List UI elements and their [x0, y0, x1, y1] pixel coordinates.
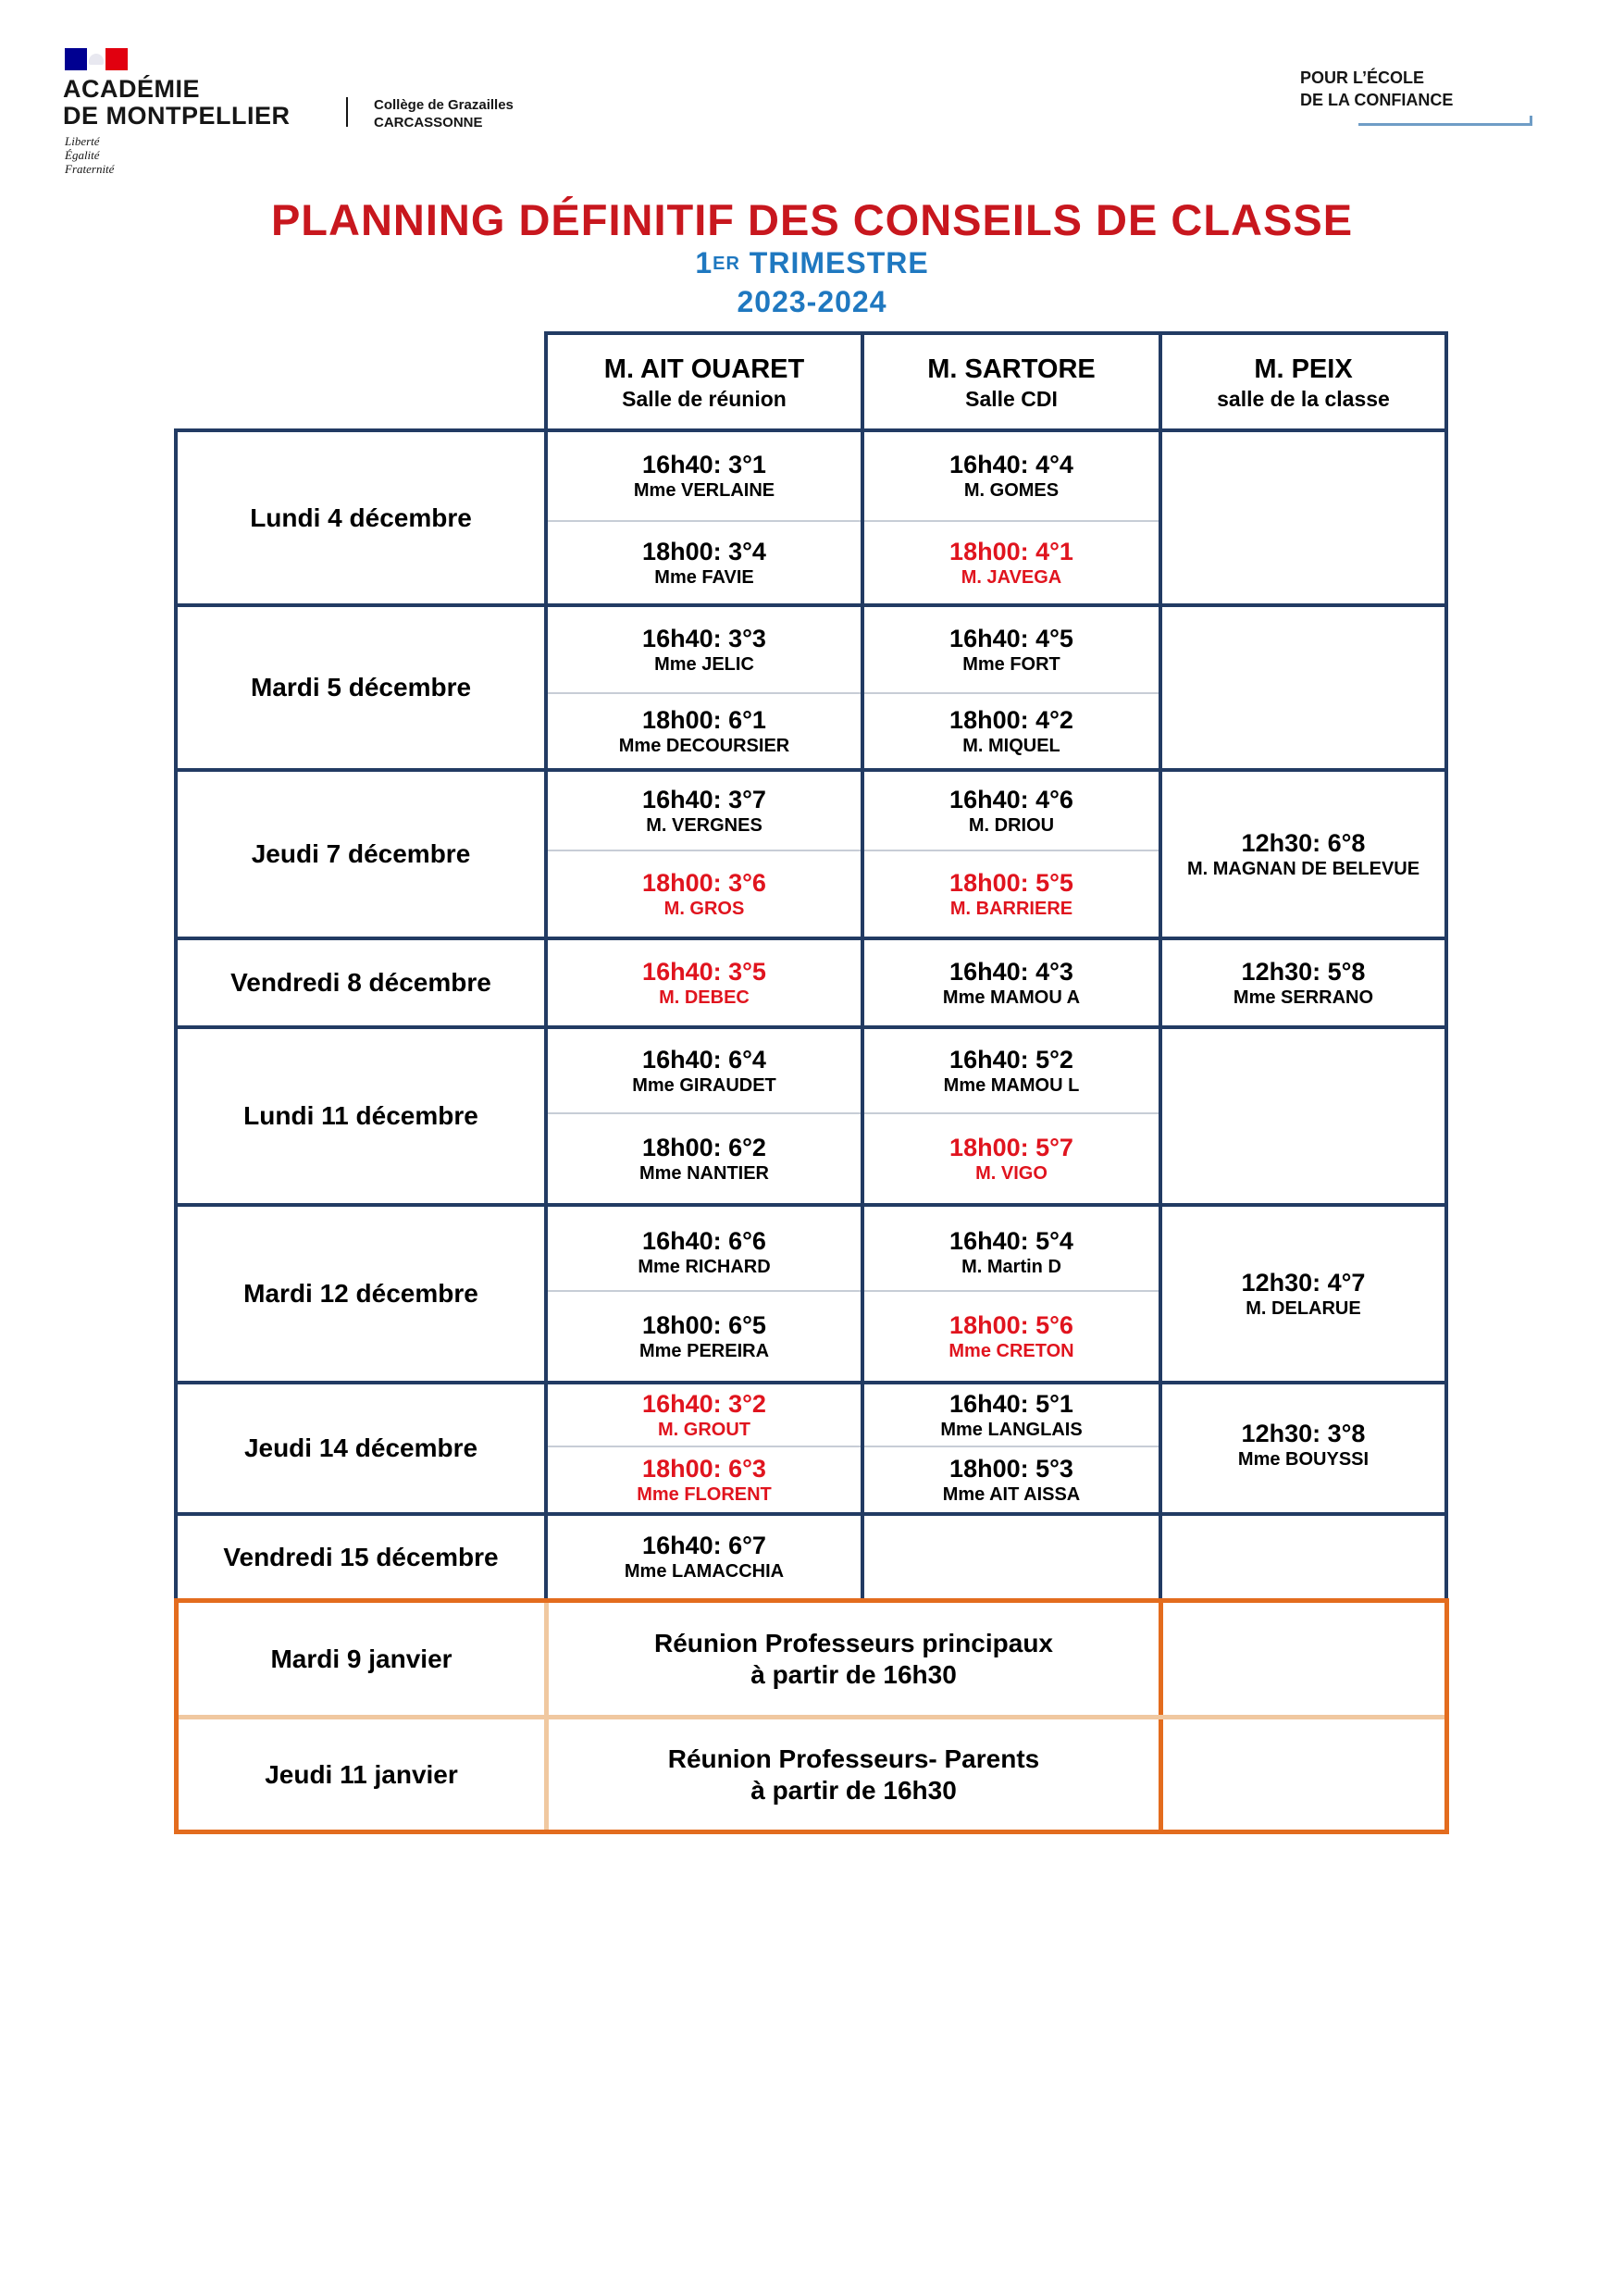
- meeting-day-mardi-9-janvier: Mardi 9 janvier: [270, 1644, 452, 1673]
- slot-time: 16h40: 4°5: [949, 624, 1073, 652]
- slot-sartore: [864, 940, 1159, 1025]
- slot-ait-ouaret: [548, 522, 861, 603]
- slot-person: M. DRIOU: [968, 814, 1055, 836]
- slot-person: Mme LANGLAIS: [940, 1419, 1083, 1440]
- slot-person: M. BARRIERE: [949, 898, 1073, 919]
- slot-person: M. GROS: [663, 898, 745, 919]
- slot-time: 16h40: 3°7: [642, 785, 766, 813]
- slot-time: 16h40: 6°4: [642, 1045, 766, 1074]
- slot-time: 12h30: 3°8: [1241, 1419, 1366, 1447]
- slot-person: Mme JELIC: [654, 653, 754, 675]
- slot-sartore: [864, 1029, 1159, 1112]
- slot-time: 12h30: 6°8: [1241, 828, 1366, 857]
- slot-sartore: [864, 772, 1159, 850]
- slot-peix: [1162, 1207, 1444, 1381]
- slot-person: Mme NANTIER: [638, 1162, 769, 1184]
- day-label-mardi-5: Mardi 5 décembre: [250, 673, 472, 701]
- header-divider: [346, 97, 348, 127]
- trimestre-superscript: ER: [713, 254, 740, 274]
- slot-ait-ouaret: [548, 1207, 861, 1297]
- table-border: [1444, 331, 1448, 1602]
- slot-person: Mme LAMACCHIA: [624, 1561, 785, 1582]
- slot-time: 16h40: 4°6: [949, 785, 1073, 813]
- slot-time: 16h40: 4°4: [949, 451, 1073, 478]
- slot-time: 16h40: 4°3: [949, 957, 1073, 986]
- slot-ait-ouaret: [548, 772, 861, 850]
- slot-time: 16h40: 6°6: [642, 1226, 766, 1255]
- slot-ait-ouaret: [548, 694, 861, 768]
- slot-time: 16h40: 3°5: [642, 957, 766, 986]
- slot-sartore-highlighted: [864, 522, 1159, 603]
- meeting-description: [549, 1603, 1159, 1715]
- slot-person: Mme AIT AISSA: [942, 1483, 1081, 1505]
- ecole-line-2: DE LA CONFIANCE: [1300, 91, 1454, 109]
- college-city: CARCASSONNE: [374, 115, 483, 130]
- meeting-day-jeudi-11-janvier: Jeudi 11 janvier: [265, 1759, 458, 1789]
- slot-ait-ouaret-highlighted: [548, 940, 861, 1025]
- slot-time: 18h00: 5°7: [949, 1133, 1073, 1161]
- day-label-lundi-4: Lundi 4 décembre: [250, 503, 472, 532]
- column-header-sartore: [864, 335, 1159, 428]
- slot-sartore: [864, 1447, 1159, 1512]
- column-header-peix: [1162, 335, 1444, 428]
- meeting-time: à partir de 16h30: [750, 1659, 957, 1689]
- college-block: [374, 96, 514, 131]
- trimestre-number: 1: [695, 246, 713, 279]
- slot-time: 12h30: 4°7: [1241, 1268, 1366, 1297]
- column-room: salle de la classe: [1217, 386, 1390, 411]
- ecole-confiance-logo: [1300, 67, 1453, 111]
- column-room: Salle de réunion: [622, 386, 787, 411]
- ecole-line-1: POUR L’ÉCOLE: [1300, 68, 1425, 87]
- slot-person: Mme BOUYSSI: [1237, 1448, 1370, 1470]
- day-label-jeudi-14: Jeudi 14 décembre: [243, 1433, 478, 1462]
- day-label-jeudi-7: Jeudi 7 décembre: [251, 839, 471, 868]
- slot-person: M. DELARUE: [1246, 1297, 1361, 1319]
- academie-line-2: DE MONTPELLIER: [63, 102, 291, 130]
- motto-liberte: Liberté: [65, 134, 100, 148]
- slot-ait-ouaret: [548, 432, 861, 520]
- slot-sartore: [864, 1384, 1159, 1446]
- trimestre-word: TRIMESTRE: [749, 246, 929, 279]
- slot-time: 18h00: 6°3: [642, 1454, 766, 1483]
- slot-person: Mme DECOURSIER: [618, 735, 790, 756]
- slot-person: Mme FORT: [962, 653, 1060, 675]
- school-year: 2023-2024: [737, 285, 887, 318]
- column-teacher-name: M. SARTORE: [927, 354, 1096, 384]
- slot-person: Mme VERLAINE: [633, 480, 775, 501]
- slot-person: Mme RICHARD: [638, 1256, 771, 1277]
- slot-time: 18h00: 3°4: [642, 537, 766, 565]
- slot-time: 12h30: 5°8: [1241, 957, 1366, 986]
- slot-time: 16h40: 6°7: [642, 1532, 766, 1559]
- academie-line-1: ACADÉMIE: [63, 75, 201, 103]
- marianne-flag-logo: [65, 48, 128, 70]
- slot-person: Mme FLORENT: [637, 1483, 772, 1505]
- day-label-vendredi-8: Vendredi 8 décembre: [230, 968, 491, 997]
- slot-time: 18h00: 6°2: [642, 1133, 766, 1161]
- slot-person: Mme SERRANO: [1233, 987, 1374, 1008]
- meeting-time: à partir de 16h30: [750, 1775, 957, 1805]
- ecole-logo-tick: [1530, 116, 1532, 126]
- slot-ait-ouaret: [548, 1292, 861, 1381]
- slot-person: M. Martin D: [961, 1256, 1061, 1277]
- day-label-mardi-12: Mardi 12 décembre: [243, 1279, 478, 1308]
- slot-peix: [1162, 772, 1444, 937]
- day-label-vendredi-15: Vendredi 15 décembre: [223, 1542, 499, 1571]
- slot-person: M. VERGNES: [646, 814, 762, 836]
- slot-time: 18h00: 5°5: [949, 868, 1073, 897]
- meeting-title: Réunion Professeurs principaux: [654, 1628, 1053, 1657]
- slot-person: Mme MAMOU A: [942, 987, 1081, 1008]
- slot-time: 18h00: 5°3: [949, 1454, 1073, 1483]
- slot-peix: [1162, 1384, 1444, 1505]
- academie-logo-text: [63, 76, 291, 130]
- slot-time: 18h00: 6°1: [642, 705, 766, 734]
- slot-person: M. GROUT: [658, 1419, 750, 1440]
- trimestre-subtitle: [0, 246, 1624, 280]
- column-teacher-name: M. PEIX: [1254, 354, 1353, 384]
- slot-time: 16h40: 5°1: [949, 1389, 1073, 1418]
- slot-time: 16h40: 3°1: [642, 451, 766, 478]
- slot-sartore: [864, 607, 1159, 692]
- meeting-description: [549, 1719, 1159, 1830]
- slot-time: 18h00: 4°1: [949, 537, 1073, 565]
- page-title: PLANNING DÉFINITIF DES CONSEILS DE CLASSE: [270, 195, 1354, 244]
- slot-ait-ouaret: [548, 607, 861, 692]
- slot-sartore-highlighted: [864, 1114, 1159, 1203]
- slot-person: M. VIGO: [975, 1162, 1048, 1184]
- slot-time: 16h40: 3°3: [642, 624, 766, 652]
- slot-person: Mme PEREIRA: [638, 1340, 770, 1361]
- column-room: Salle CDI: [965, 386, 1058, 411]
- slot-sartore: [864, 694, 1159, 768]
- slot-ait-ouaret: [548, 1114, 861, 1203]
- column-teacher-name: M. AIT OUARET: [603, 354, 805, 384]
- slot-person: M. GOMES: [963, 480, 1060, 501]
- slot-person: Mme FAVIE: [654, 566, 754, 588]
- meeting-border: [1444, 1598, 1449, 1834]
- slot-peix: [1162, 940, 1444, 1025]
- slot-time: 18h00: 3°6: [642, 868, 766, 897]
- slot-time: 18h00: 4°2: [949, 705, 1073, 734]
- slot-person: M. JAVEGA: [961, 566, 1062, 588]
- slot-ait-ouaret: [548, 1516, 861, 1598]
- slot-time: 18h00: 6°5: [642, 1310, 766, 1339]
- slot-person: M. DEBEC: [659, 987, 750, 1008]
- slot-person: M. MAGNAN DE BELEVUE: [1186, 858, 1420, 879]
- slot-person: Mme CRETON: [948, 1340, 1074, 1361]
- slot-person: Mme GIRAUDET: [632, 1074, 776, 1096]
- slot-sartore-highlighted: [864, 851, 1159, 937]
- motto-fraternite: Fraternité: [65, 162, 115, 176]
- meeting-title: Réunion Professeurs- Parents: [667, 1744, 1040, 1773]
- day-label-lundi-11: Lundi 11 décembre: [243, 1101, 478, 1130]
- slot-time: 16h40: 5°2: [949, 1045, 1073, 1074]
- slot-time: 18h00: 5°6: [949, 1310, 1073, 1339]
- slot-ait-ouaret-highlighted: [548, 1384, 861, 1446]
- meeting-border: [174, 1830, 1449, 1834]
- slot-person: Mme MAMOU L: [943, 1074, 1080, 1096]
- slot-time: 16h40: 3°2: [642, 1389, 766, 1418]
- slot-ait-ouaret-highlighted: [548, 851, 861, 937]
- slot-ait-ouaret-highlighted: [548, 1447, 861, 1512]
- slot-sartore: [864, 1207, 1159, 1297]
- column-header-ait-ouaret: [548, 335, 861, 428]
- college-name: Collège de Grazailles: [374, 97, 514, 113]
- slot-sartore: [864, 432, 1159, 520]
- slot-person: M. MIQUEL: [962, 735, 1060, 756]
- republic-motto: [65, 134, 114, 176]
- ecole-logo-underline: [1358, 123, 1532, 126]
- slot-ait-ouaret: [548, 1029, 861, 1112]
- slot-time: 16h40: 5°4: [949, 1226, 1073, 1255]
- motto-egalite: Égalité: [65, 148, 100, 162]
- slot-sartore-highlighted: [864, 1292, 1159, 1381]
